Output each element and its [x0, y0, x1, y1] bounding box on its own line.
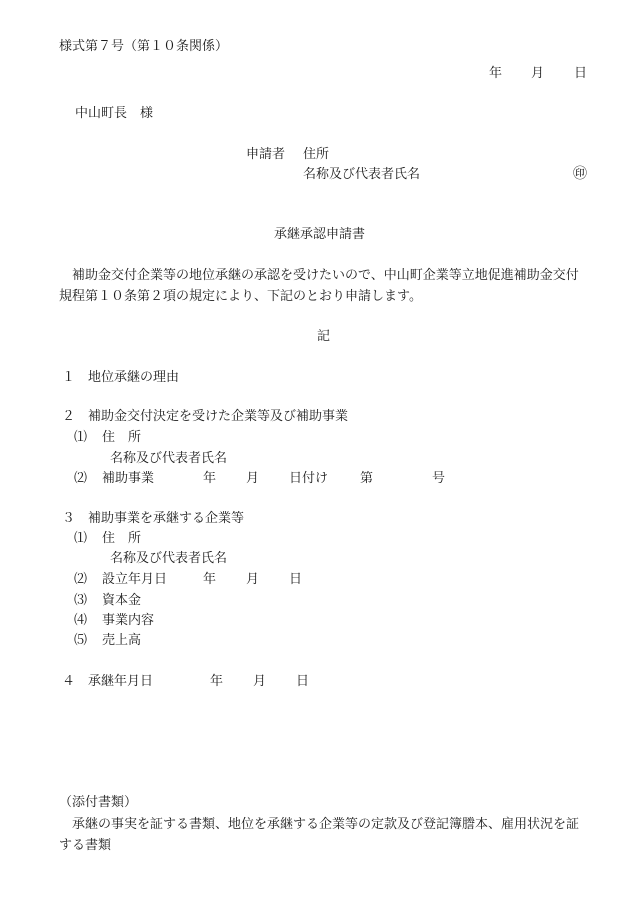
section-2-item-2-dai: 第 [360, 471, 374, 486]
section-2-item-2-day: 日付け [289, 471, 329, 486]
section-4-heading: ４ 承継年月日 [62, 674, 154, 689]
section-3-item-2-day: 日 [289, 572, 303, 587]
section-3-item-1-number: ⑴ [74, 531, 88, 546]
section-3-item-5-number: ⑸ [74, 633, 88, 648]
addressee: 中山町長 様 [75, 106, 154, 121]
section-2-item-1-label: 住 所 [102, 430, 142, 445]
section-3-item-4-label: 事業内容 [102, 613, 155, 628]
document-title: 承継承認申請書 [274, 227, 366, 242]
section-3-item-4-number: ⑷ [74, 613, 88, 628]
section-3-item-2-number: ⑵ [74, 572, 88, 587]
section-4-year: 年 [210, 674, 224, 689]
section-2-item-2-label: 補助事業 [102, 471, 155, 486]
section-1-heading: １ 地位承継の理由 [62, 370, 180, 385]
section-2-item-2-go: 号 [432, 471, 446, 486]
date-day-label: 日 [574, 66, 588, 81]
section-4-day: 日 [296, 674, 310, 689]
section-3-item-2-year: 年 [203, 572, 217, 587]
attachments-heading: （添付書類） [59, 795, 138, 810]
section-2-item-1-number: ⑴ [74, 430, 88, 445]
applicant-name-label: 名称及び代表者氏名 [303, 167, 421, 182]
date-year-label: 年 [489, 66, 503, 81]
section-3-item-3-label: 資本金 [102, 593, 142, 608]
section-3-item-2-month: 月 [246, 572, 260, 587]
section-3-heading: ３ 補助事業を承継する企業等 [62, 511, 245, 526]
applicant-address-label: 住所 [303, 147, 330, 162]
section-3-item-1-label: 住 所 [102, 531, 142, 546]
section-2-item-2-year: 年 [203, 471, 217, 486]
section-2-item-1-sub: 名称及び代表者氏名 [110, 451, 228, 466]
date-month-label: 月 [531, 66, 545, 81]
ki-label: 記 [317, 329, 331, 344]
section-3-item-2-label: 設立年月日 [102, 572, 168, 587]
applicant-label: 申請者 [246, 147, 286, 162]
section-3-item-1-sub: 名称及び代表者氏名 [110, 551, 228, 566]
seal-mark: ㊞ [573, 166, 587, 182]
form-label: 様式第７号（第１０条関係） [59, 39, 229, 54]
attachments-text: 承継の事実を証する書類、地位を承継する企業等の定款及び登記簿謄本、雇用状況を証する書類 [59, 817, 580, 853]
section-2-item-2-number: ⑵ [74, 471, 88, 486]
section-3-item-5-label: 売上高 [102, 633, 142, 648]
section-2-item-2-month: 月 [246, 471, 260, 486]
body-paragraph: 補助金交付企業等の地位承継の承認を受けたいので、中山町企業等立地促進補助金交付規程第１０条第２項の規定により、下記のとおり申請します。 [59, 268, 579, 304]
section-4-month: 月 [253, 674, 267, 689]
section-3-item-3-number: ⑶ [74, 593, 88, 608]
section-2-heading: ２ 補助金交付決定を受けた企業等及び補助事業 [62, 409, 349, 424]
